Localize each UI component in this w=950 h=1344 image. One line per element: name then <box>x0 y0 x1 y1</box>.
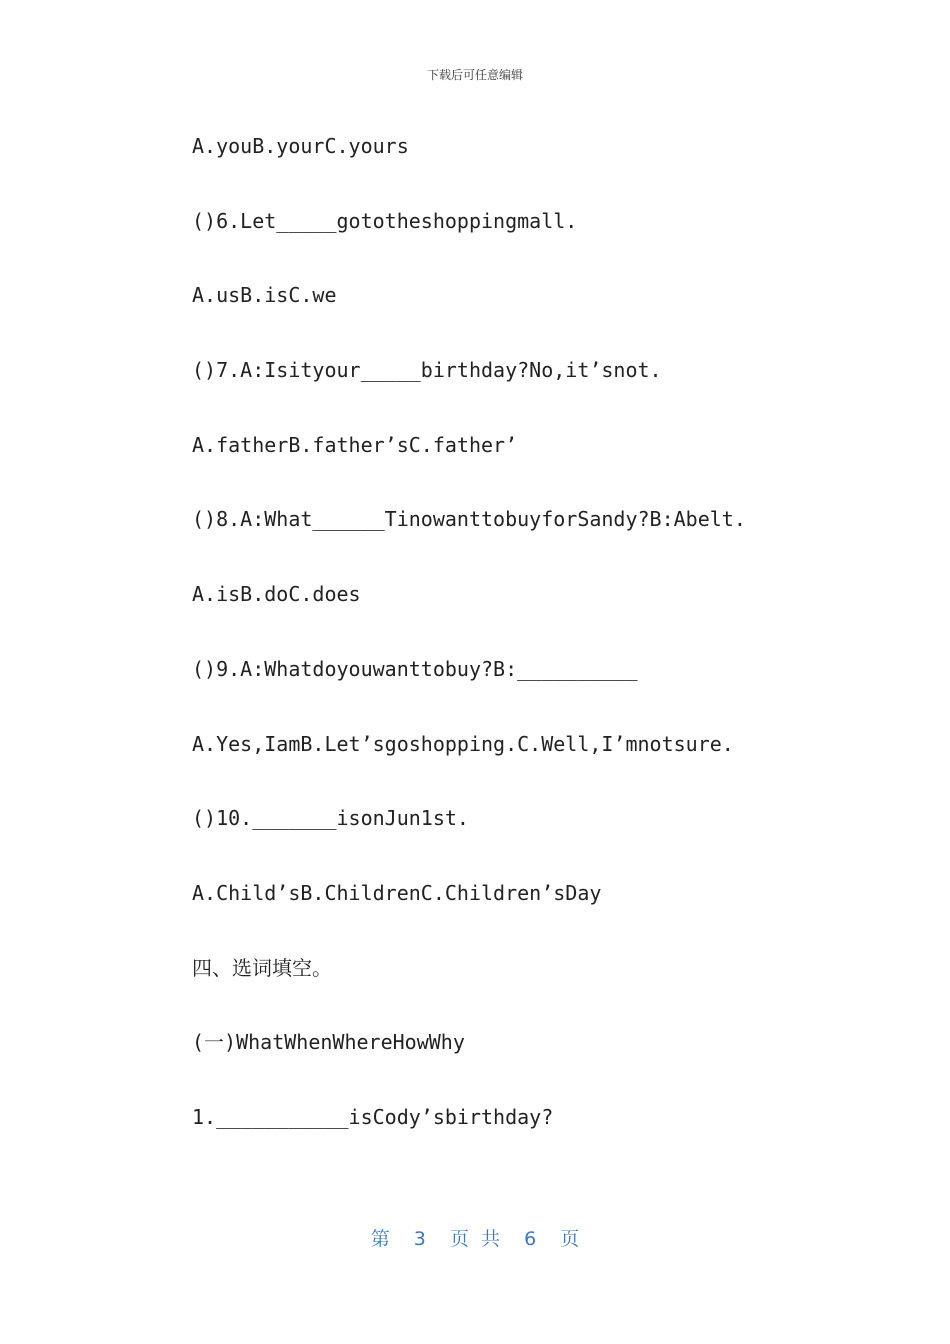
option-line-q7: A.fatherB.father’sC.father’ <box>192 432 518 457</box>
option-line-q5: A.youB.yourC.yours <box>192 134 409 158</box>
question-line-7: ()7.A:Isityour_____birthday?No,it’snot. <box>192 358 662 383</box>
question-line-8: ()8.A:What______TinowanttobuyforSandy?B:Abelt. <box>192 507 746 532</box>
word-bank: (一)WhatWhenWhereHowWhy <box>192 1030 465 1055</box>
question-line-10: ()10._______isonJun1st. <box>192 806 469 831</box>
question-line-6: ()6.Let_____gototheshoppingmall. <box>192 208 578 233</box>
option-line-q6: A.usB.isC.we <box>192 283 337 308</box>
page-header: 下载后可任意编辑 <box>426 68 523 82</box>
document-body <box>192 131 892 1177</box>
section-heading: 四、选词填空。 <box>192 955 332 980</box>
question-line-9: ()9.A:Whatdoyouwanttobuy?B:__________ <box>192 656 638 681</box>
page-footer <box>0 1224 950 1251</box>
fill-blank-line-1: 1.___________isCody’sbirthday? <box>192 1104 554 1129</box>
option-line-q10: A.Child’sB.ChildrenC.Children’sDay <box>192 880 602 905</box>
option-line-q8: A.isB.doC.does <box>192 582 361 607</box>
option-line-q9: A.Yes,IamB.Let’sgoshopping.C.Well,I’mnotsure. <box>192 731 734 756</box>
page-number-text: 第 3 页 共 6 页 <box>370 1228 580 1250</box>
